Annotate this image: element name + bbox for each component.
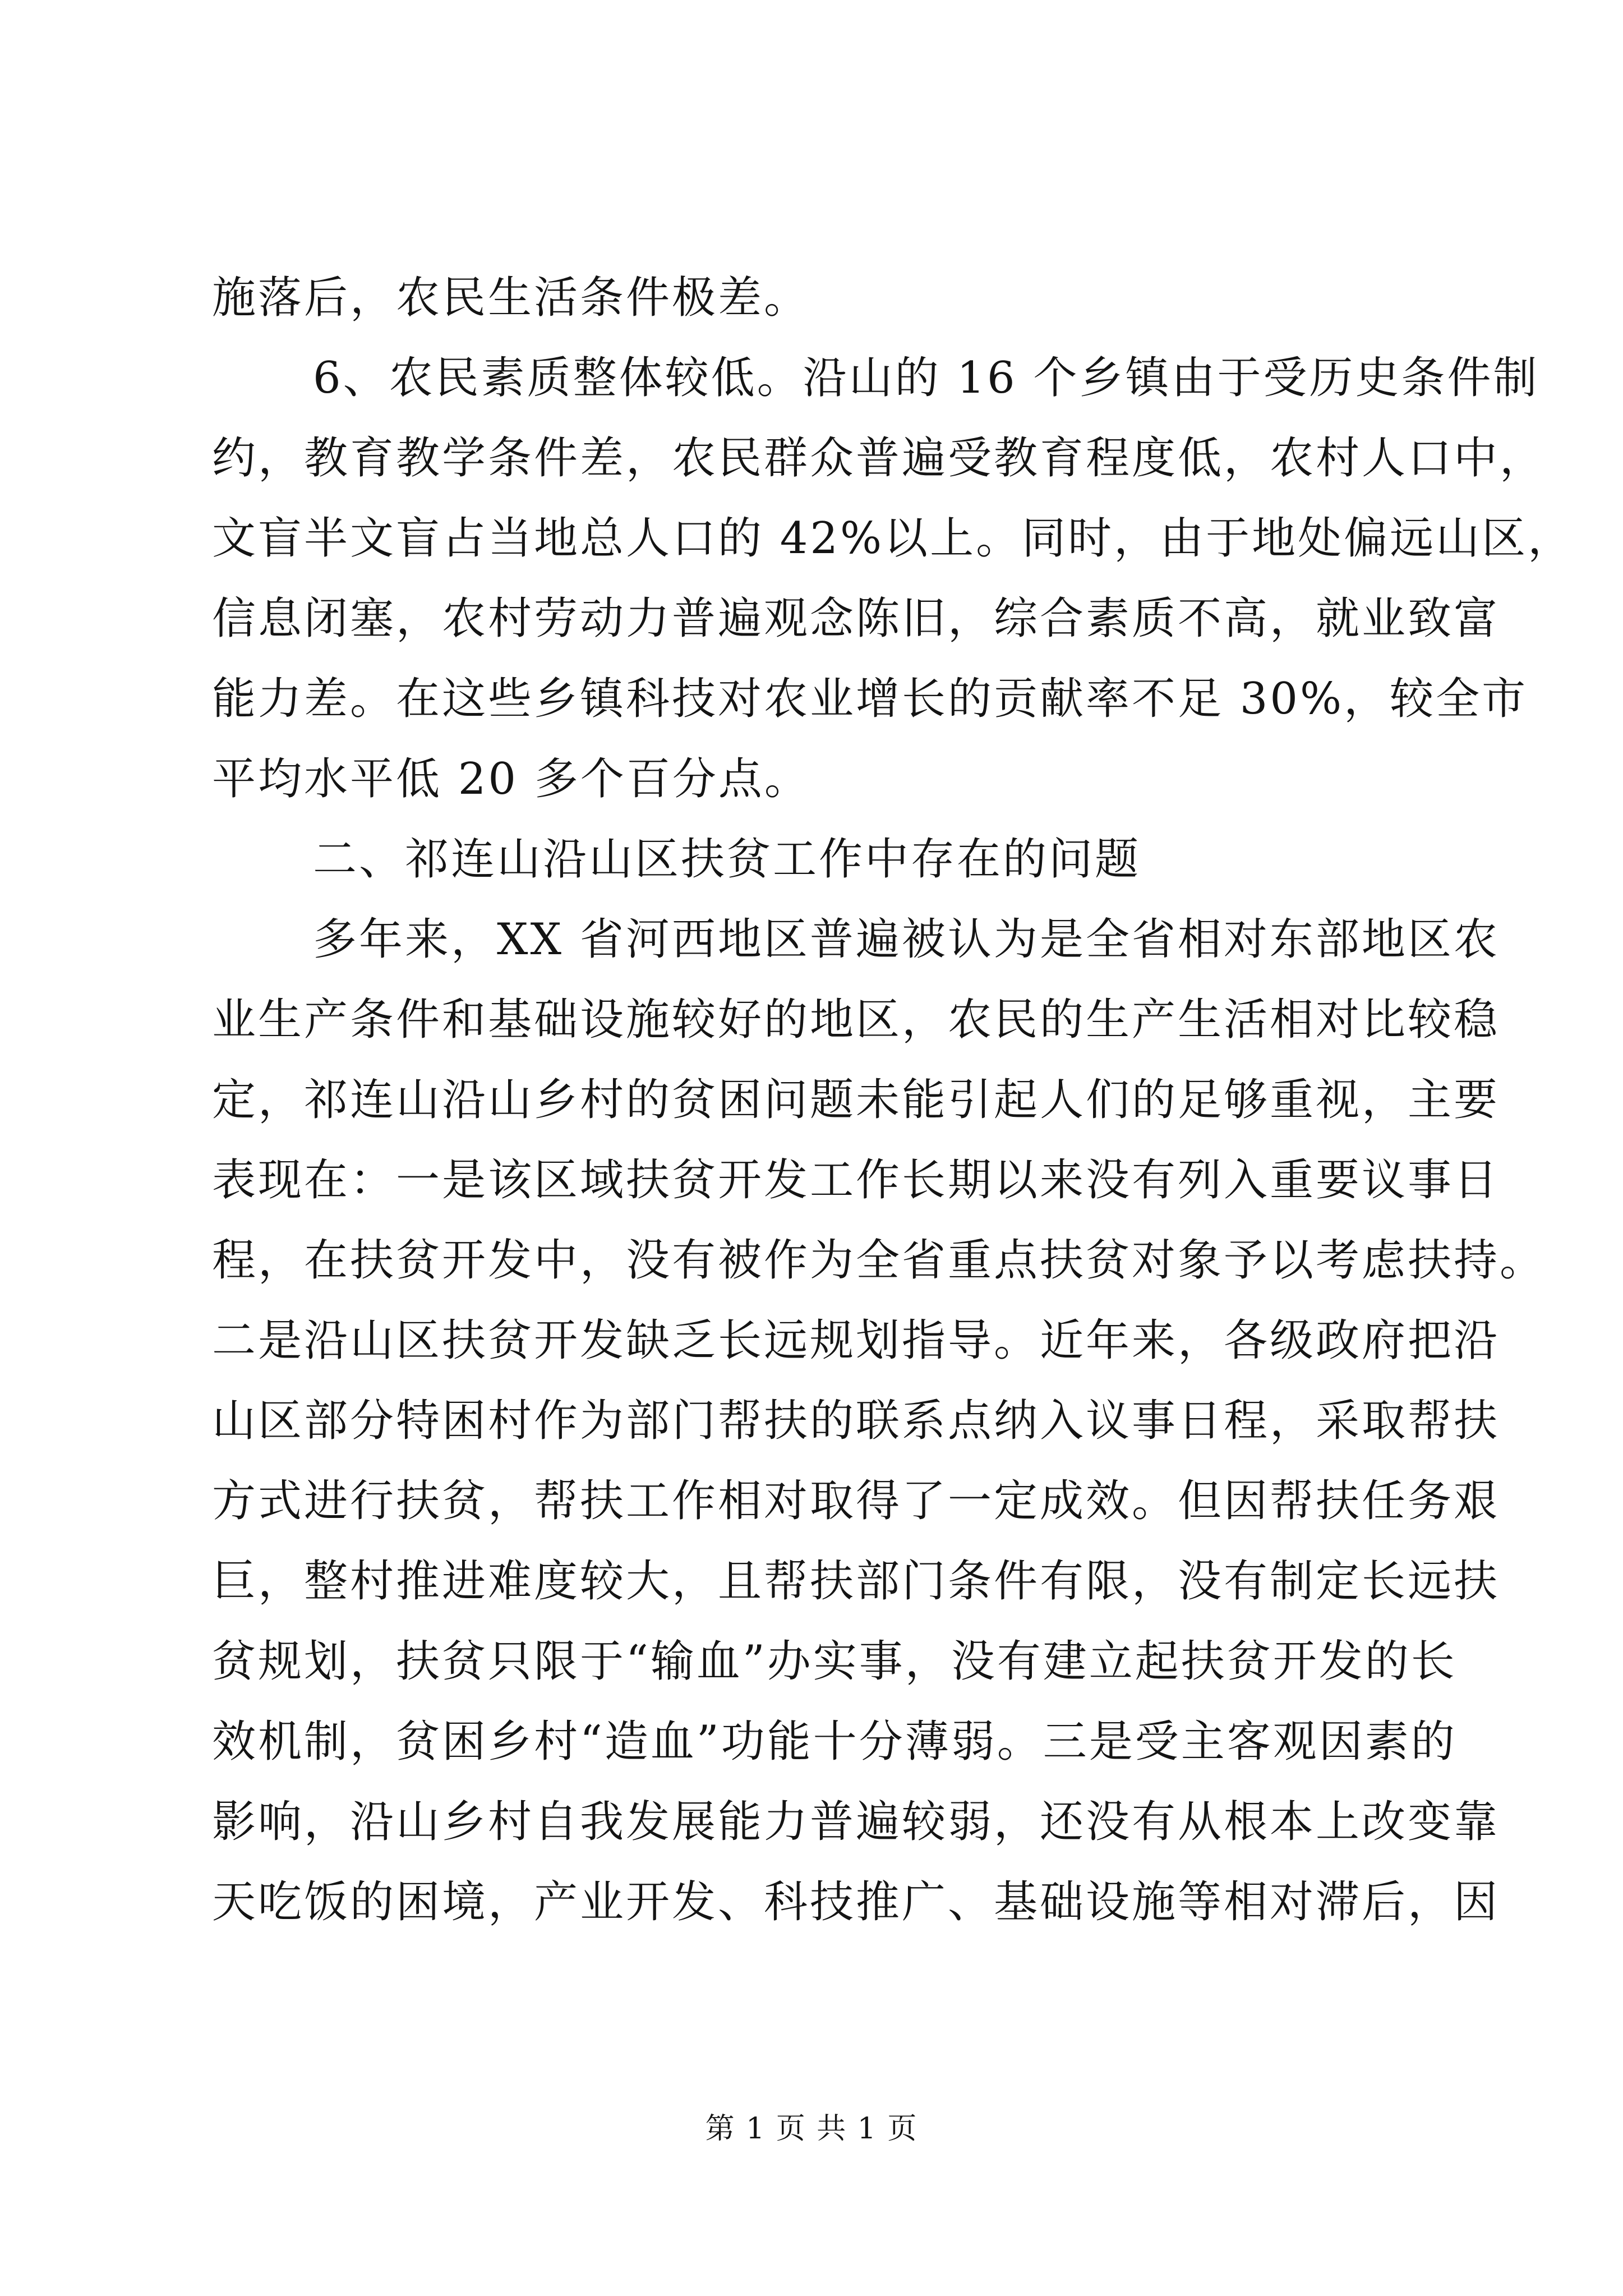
text-line: 平均水平低 20 多个百分点。 — [212, 754, 810, 804]
text-line: 效机制，贫困乡村“造血”功能十分薄弱。三是受主客观因素的 — [212, 1717, 1457, 1767]
text-line: 能力差。在这些乡镇科技对农业增长的贡献率不足 30%，较全市 — [212, 674, 1528, 724]
text-line: 约，教育教学条件差，农民群众普遍受教育程度低，农村人口中， — [212, 433, 1546, 484]
text-line: 信息闭塞，农村劳动力普遍观念陈旧，综合素质不高，就业致富 — [212, 593, 1500, 644]
text-line: 方式进行扶贫，帮扶工作相对取得了一定成效。但因帮扶任务艰 — [212, 1476, 1500, 1526]
text-line: 定，祁连山沿山乡村的贫困问题未能引起人们的足够重视，主要 — [212, 1075, 1500, 1125]
paragraph-start-line: 6、农民素质整体较低。沿山的 16 个乡镇由于受历史条件制 — [313, 353, 1539, 403]
text-line: 天吃饭的困境，产业开发、科技推广、基础设施等相对滞后，因 — [212, 1877, 1500, 1927]
document-body — [212, 258, 1574, 1943]
page-footer: 第 1 页 共 1 页 — [705, 2112, 918, 2146]
text-line: 二是沿山区扶贫开发缺乏长远规划指导。近年来，各级政府把沿 — [212, 1315, 1500, 1366]
text-line: 业生产条件和基础设施较好的地区，农民的生产生活相对比较稳 — [212, 995, 1500, 1045]
text-line: 巨，整村推进难度较大，且帮扶部门条件有限，没有制定长远扶 — [212, 1556, 1500, 1607]
text-line: 表现在：一是该区域扶贫开发工作长期以来没有列入重要议事日 — [212, 1155, 1500, 1205]
text-line: 影响，沿山乡村自我发展能力普遍较弱，还没有从根本上改变靠 — [212, 1797, 1500, 1847]
text-line: 文盲半文盲占当地总人口的 42%以上。同时，由于地处偏远山区， — [212, 513, 1574, 564]
section-heading: 二、祁连山沿山区扶贫工作中存在的问题 — [313, 834, 1141, 885]
text-line: 程，在扶贫开发中，没有被作为全省重点扶贫对象予以考虑扶持。 — [212, 1235, 1546, 1286]
text-line: 山区部分特困村作为部门帮扶的联系点纳入议事日程，采取帮扶 — [212, 1396, 1500, 1446]
paragraph-start-line: 多年来，XX 省河西地区普遍被认为是全省相对东部地区农 — [313, 914, 1500, 965]
text-line: 施落后，农民生活条件极差。 — [212, 273, 810, 323]
text-line: 贫规划，扶贫只限于“输血”办实事，没有建立起扶贫开发的长 — [212, 1636, 1457, 1687]
